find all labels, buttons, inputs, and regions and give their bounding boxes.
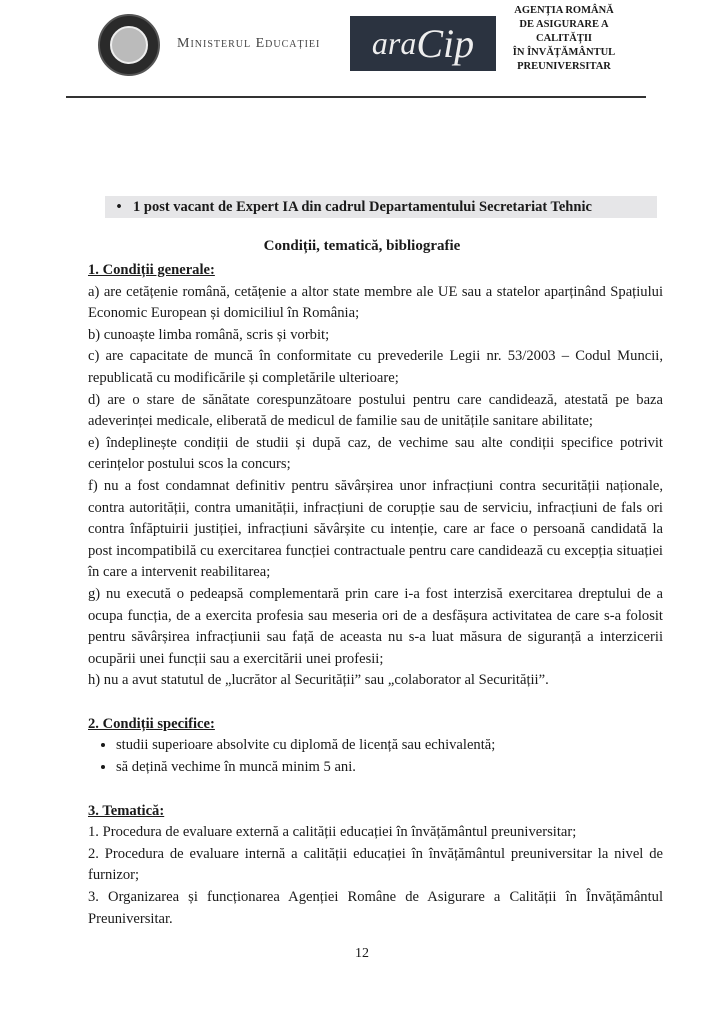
topic-item: 3. Organizarea și funcționarea Agenției Române de Asigurare a Calității în Învățământul Preuniversitar. xyxy=(88,889,663,927)
section-heading: 3. Tematică: xyxy=(88,802,165,819)
page-number: 12 xyxy=(355,946,369,961)
section-heading: 1. Condiții generale: xyxy=(88,262,215,278)
letterhead xyxy=(0,0,724,100)
condition-item: f) nu a fost condamnat definitiv pentru săvârșirea unor infracțiuni contra securității naționale, contra autorității, contra umanității, infracțiuni de corupție sau de serviciu, infracțiuni de fals ori contra înfăptuirii justiției, infracțiuni săvârșite cu intenție, care ar face o persoană candidată la post incompatibilă cu exercitarea funcției contractuale pentru care candidează cu excepția situației în care a intervenit reabilitarea; xyxy=(88,477,663,581)
topic-item: 2. Procedura de evaluare internă a calității educației în învățământul preuniversitar la nivel de furnizor; xyxy=(88,845,663,884)
agency-line: ÎN ÎNVĂȚĂMÂNTUL xyxy=(512,47,616,58)
ministry-name: Ministerul Educației xyxy=(177,36,321,51)
government-seal-logo xyxy=(98,14,160,76)
condition-item: e) îndeplinește condiții de studii și după caz, de vechime sau alte condiții specifice potrivit cerințelor postului scos la concurs; xyxy=(88,434,663,473)
header-divider xyxy=(66,96,646,98)
list-item: • să dețină vechime în muncă minim 5 ani. xyxy=(116,757,663,779)
condition-item: a) are cetățenie română, cetățenie a altor state membre ale UE sau a statelor aparținând Spațiului Economic European și domiciliul în România; xyxy=(88,283,663,322)
document-title: Condiții, tematică, bibliografie xyxy=(263,238,461,254)
condition-item: b) cunoaște limba română, scris și vorbit; xyxy=(88,326,330,343)
condition-item: d) are o stare de sănătate corespunzătoare postului pentru care candidează, atestată pe baza adeverinței medicale, eliberată de medicul de familie sau de unitățile sanitare abilitate; xyxy=(88,391,663,430)
agency-name xyxy=(508,4,620,74)
specific-conditions-list xyxy=(88,735,663,778)
condition-item: g) nu execută o pedeapsă complementară prin care i-a fost interzisă exercitarea dreptului de a ocupa funcția, de a exercita profesia sau meseria ori de a desfășura activitatea de care s-a folosit pentru săvârșirea infracțiunii sau față de aceasta nu s-a luat măsura de siguranță a interzicerii ocupării unei funcții sau a exercitării unei profesii; xyxy=(88,585,663,667)
agency-line: PREUNIVERSITAR xyxy=(517,61,611,72)
topic-item: 1. Procedura de evaluare externă a calității educației în învățământul preuniversitar; xyxy=(88,824,577,841)
condition-item: c) are capacitate de muncă în conformitate cu prevederile Legii nr. 53/2003 – Codul Muncii, republicată cu modificările și completările ulterioare; xyxy=(88,348,663,386)
list-item: • studii superioare absolvite cu diplomă de licență sau echivalentă; xyxy=(116,735,663,757)
document-body xyxy=(88,260,663,930)
condition-item: h) nu a avut statutul de „lucrător al Securității” sau „colaborator al Securității”. xyxy=(88,672,549,689)
agency-line: DE ASIGURARE A xyxy=(519,19,609,30)
section-heading: 2. Condiții specifice: xyxy=(88,715,215,732)
bullet-icon: • xyxy=(116,199,122,215)
agency-line: CALITĂȚII xyxy=(535,33,593,44)
position-banner xyxy=(105,196,657,218)
banner-text: 1 post vacant de Expert IA din cadrul Departamentului Secretariat Tehnic xyxy=(133,199,592,215)
aracip-logo: ara Cip xyxy=(350,16,496,71)
agency-line: AGENȚIA ROMÂNĂ xyxy=(514,5,614,16)
